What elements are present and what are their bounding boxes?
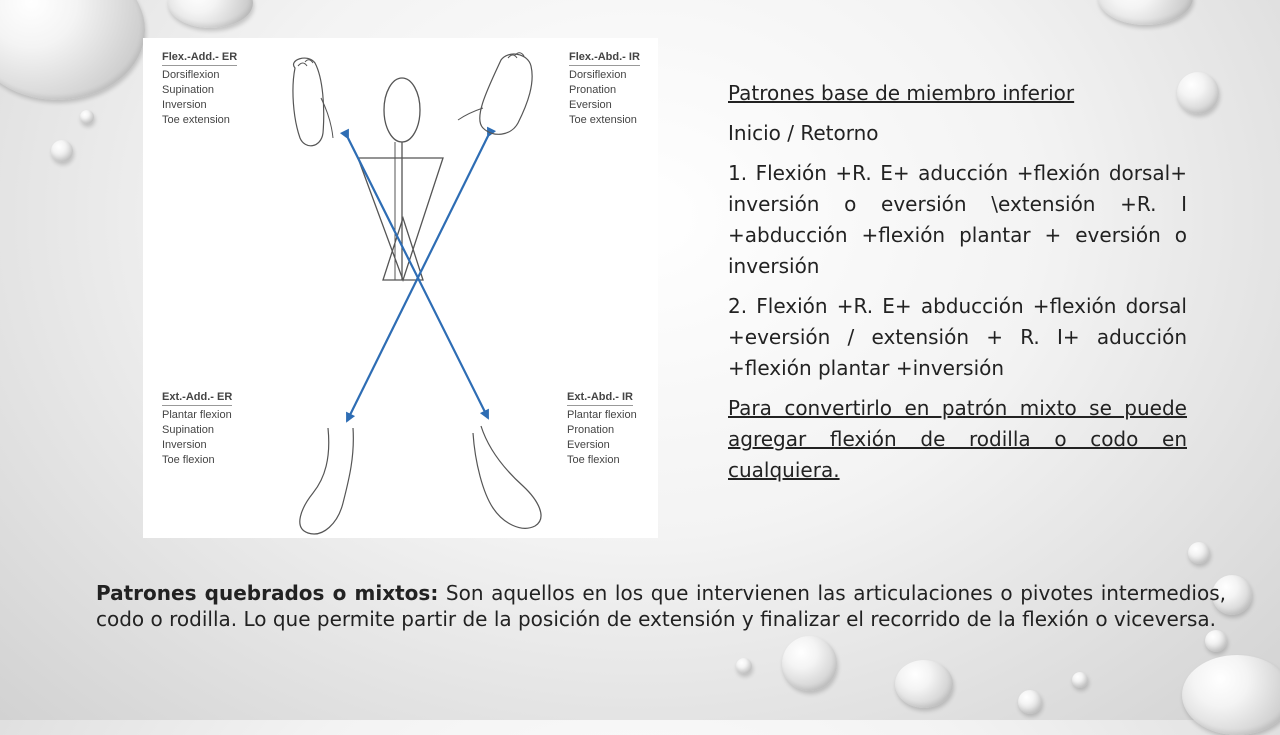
label-item: Inversion <box>162 99 207 111</box>
label-item: Inversion <box>162 439 207 451</box>
figure-torso-outline <box>358 158 443 280</box>
section-title: Patrones base de miembro inferior <box>728 81 1075 105</box>
foot-sketch <box>300 428 354 534</box>
lower-limb-pattern-figure <box>143 38 658 538</box>
water-drop <box>736 658 752 674</box>
foot-sketch <box>473 426 541 528</box>
label-item: Dorsiflexion <box>569 69 627 81</box>
water-drop <box>80 110 94 124</box>
label-head: Flex.-Abd.- IR <box>569 50 640 66</box>
water-drop <box>1182 655 1280 735</box>
bottom-paragraph-bold: Patrones quebrados o mixtos: <box>96 581 439 605</box>
water-drop <box>168 0 253 28</box>
pattern-item-2: 2. Flexión +R. E+ abducción +flexión dorsal +eversión / extensión + R. I+ aducción +flexión plantar +inversión <box>728 294 1187 380</box>
water-drop <box>1072 672 1088 688</box>
bottom-paragraph-body: Son aquellos en los que intervienen las articulaciones o pivotes intermedios, codo o rodilla. Lo que permite partir de la posición de extensión y finalizar el recorrido de la flexión o viceversa. <box>96 581 1226 631</box>
water-drop <box>1188 542 1210 564</box>
bottom-paragraph <box>96 580 1226 632</box>
pattern-item-1: 1. Flexión +R. E+ aducción +flexión dorsal+ inversión o eversión \extensión +R. I +abducción +flexión plantar + eversión o inversión <box>728 161 1187 278</box>
water-drop <box>782 636 837 691</box>
water-drop <box>1098 0 1193 25</box>
label-item: Toe flexion <box>162 454 215 466</box>
water-drop <box>1018 690 1042 714</box>
water-drop <box>1205 630 1227 652</box>
label-head: Flex.-Add.- ER <box>162 50 237 66</box>
label-head: Ext.-Add.- ER <box>162 390 232 406</box>
mixed-pattern-note: Para convertirlo en patrón mixto se puede agregar flexión de rodilla o codo en cualquiera. <box>728 396 1187 482</box>
label-item: Plantar flexion <box>162 409 232 421</box>
label-item: Eversion <box>569 99 612 111</box>
label-head: Ext.-Abd.- IR <box>567 390 633 406</box>
foot-sketch <box>480 54 532 134</box>
label-item: Pronation <box>567 424 615 436</box>
label-bottom-right <box>567 390 637 468</box>
label-item: Toe extension <box>162 114 230 126</box>
foot-sketch <box>293 58 324 146</box>
label-item: Pronation <box>569 84 617 96</box>
label-item: Toe extension <box>569 114 637 126</box>
label-top-right <box>569 50 640 128</box>
label-item: Dorsiflexion <box>162 69 220 81</box>
section-subtitle: Inicio / Retorno <box>728 121 879 145</box>
figure-head-outline <box>384 78 420 142</box>
water-drop <box>895 660 953 708</box>
label-item: Supination <box>162 84 214 96</box>
label-item: Toe flexion <box>567 454 620 466</box>
label-item: Plantar flexion <box>567 409 637 421</box>
water-drop <box>0 0 145 100</box>
label-item: Supination <box>162 424 214 436</box>
label-bottom-left <box>162 390 232 468</box>
label-item: Eversion <box>567 439 610 451</box>
label-top-left <box>162 50 237 128</box>
right-text-block <box>728 78 1187 495</box>
water-drop <box>51 140 73 162</box>
